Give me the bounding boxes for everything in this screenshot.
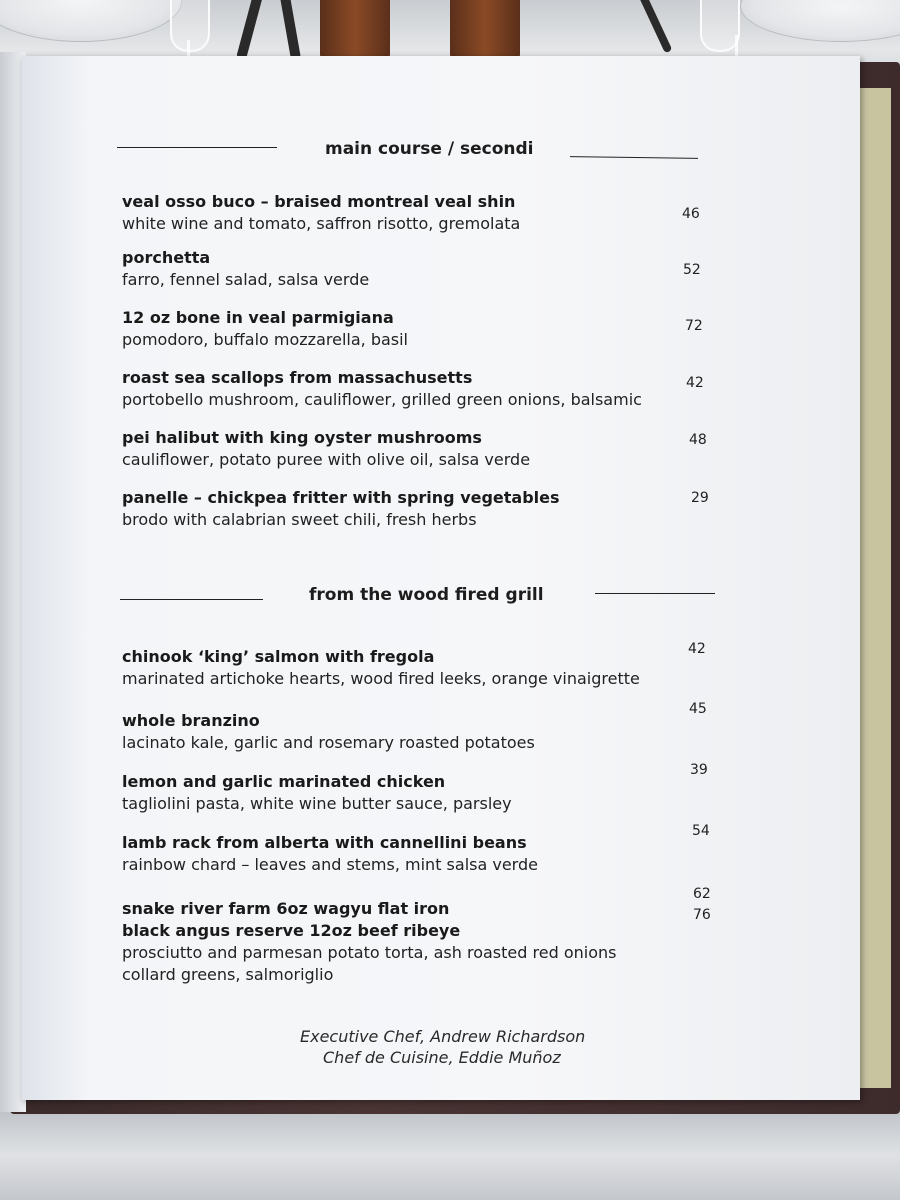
menu-item bbox=[122, 771, 682, 815]
section-title-main-course: main course / secondi bbox=[325, 139, 534, 159]
tablecloth bbox=[0, 1110, 900, 1200]
bottle-left bbox=[320, 0, 390, 62]
menu-item bbox=[122, 832, 682, 876]
section-rule-left bbox=[120, 599, 263, 600]
item-name: black angus reserve 12oz beef ribeye bbox=[122, 921, 461, 940]
item-price: 39 bbox=[690, 762, 708, 778]
section-rule-right bbox=[595, 593, 715, 594]
item-description: farro, fennel salad, salsa verde bbox=[122, 270, 370, 289]
item-price: 29 bbox=[691, 490, 709, 506]
item-price: 42 bbox=[686, 375, 704, 391]
item-description: white wine and tomato, saffron risotto, gremolata bbox=[122, 214, 521, 233]
item-description: tagliolini pasta, white wine butter sauce, parsley bbox=[122, 794, 512, 813]
item-description: prosciutto and parmesan potato torta, ash roasted red onions bbox=[122, 943, 617, 962]
item-price: 45 bbox=[689, 701, 707, 717]
item-description: marinated artichoke hearts, wood fired leeks, orange vinaigrette bbox=[122, 669, 640, 688]
item-price: 54 bbox=[692, 823, 710, 839]
item-name: chinook ‘king’ salmon with fregola bbox=[122, 647, 435, 666]
menu-item bbox=[122, 710, 682, 754]
menu-item bbox=[122, 307, 682, 351]
item-description: brodo with calabrian sweet chili, fresh herbs bbox=[122, 510, 477, 529]
section-title-wood-fired-grill: from the wood fired grill bbox=[309, 585, 544, 605]
menu-item-steaks bbox=[122, 898, 682, 986]
item-name: panelle – chickpea fritter with spring vegetables bbox=[122, 488, 560, 507]
item-name: porchetta bbox=[122, 248, 211, 267]
menu-item bbox=[122, 191, 682, 235]
item-price: 48 bbox=[689, 432, 707, 448]
item-price: 46 bbox=[682, 206, 700, 222]
item-name: pei halibut with king oyster mushrooms bbox=[122, 428, 482, 447]
item-price: 52 bbox=[683, 262, 701, 278]
item-name: lamb rack from alberta with cannellini beans bbox=[122, 833, 527, 852]
menu-item bbox=[122, 247, 682, 291]
item-description: cauliflower, potato puree with olive oil, salsa verde bbox=[122, 450, 531, 469]
chef-de-cuisine-credit: Chef de Cuisine, Eddie Muñoz bbox=[323, 1048, 561, 1067]
menu-item bbox=[122, 646, 682, 690]
wine-glass-left bbox=[170, 0, 210, 52]
item-description: rainbow chard – leaves and stems, mint salsa verde bbox=[122, 855, 538, 874]
item-description: lacinato kale, garlic and rosemary roasted potatoes bbox=[122, 733, 535, 752]
item-description: portobello mushroom, cauliflower, grilled green onions, balsamic bbox=[122, 390, 642, 409]
wine-glass-right bbox=[700, 0, 740, 52]
item-price: 76 bbox=[693, 907, 711, 923]
item-name: whole branzino bbox=[122, 711, 260, 730]
menu-item bbox=[122, 427, 682, 471]
executive-chef-credit: Executive Chef, Andrew Richardson bbox=[300, 1027, 586, 1046]
item-name: lemon and garlic marinated chicken bbox=[122, 772, 446, 791]
menu-item bbox=[122, 367, 682, 411]
item-price: 42 bbox=[688, 641, 706, 657]
item-price: 72 bbox=[685, 318, 703, 334]
item-name: snake river farm 6oz wagyu flat iron bbox=[122, 899, 450, 918]
item-name: veal osso buco – braised montreal veal shin bbox=[122, 192, 516, 211]
item-description: collard greens, salmoriglio bbox=[122, 965, 334, 984]
bottle-right bbox=[450, 0, 520, 62]
item-name: 12 oz bone in veal parmigiana bbox=[122, 308, 394, 327]
item-price: 62 bbox=[693, 886, 711, 902]
item-description: pomodoro, buffalo mozzarella, basil bbox=[122, 330, 408, 349]
menu-item bbox=[122, 487, 682, 531]
section-rule-left bbox=[117, 147, 277, 148]
item-name: roast sea scallops from massachusetts bbox=[122, 368, 473, 387]
